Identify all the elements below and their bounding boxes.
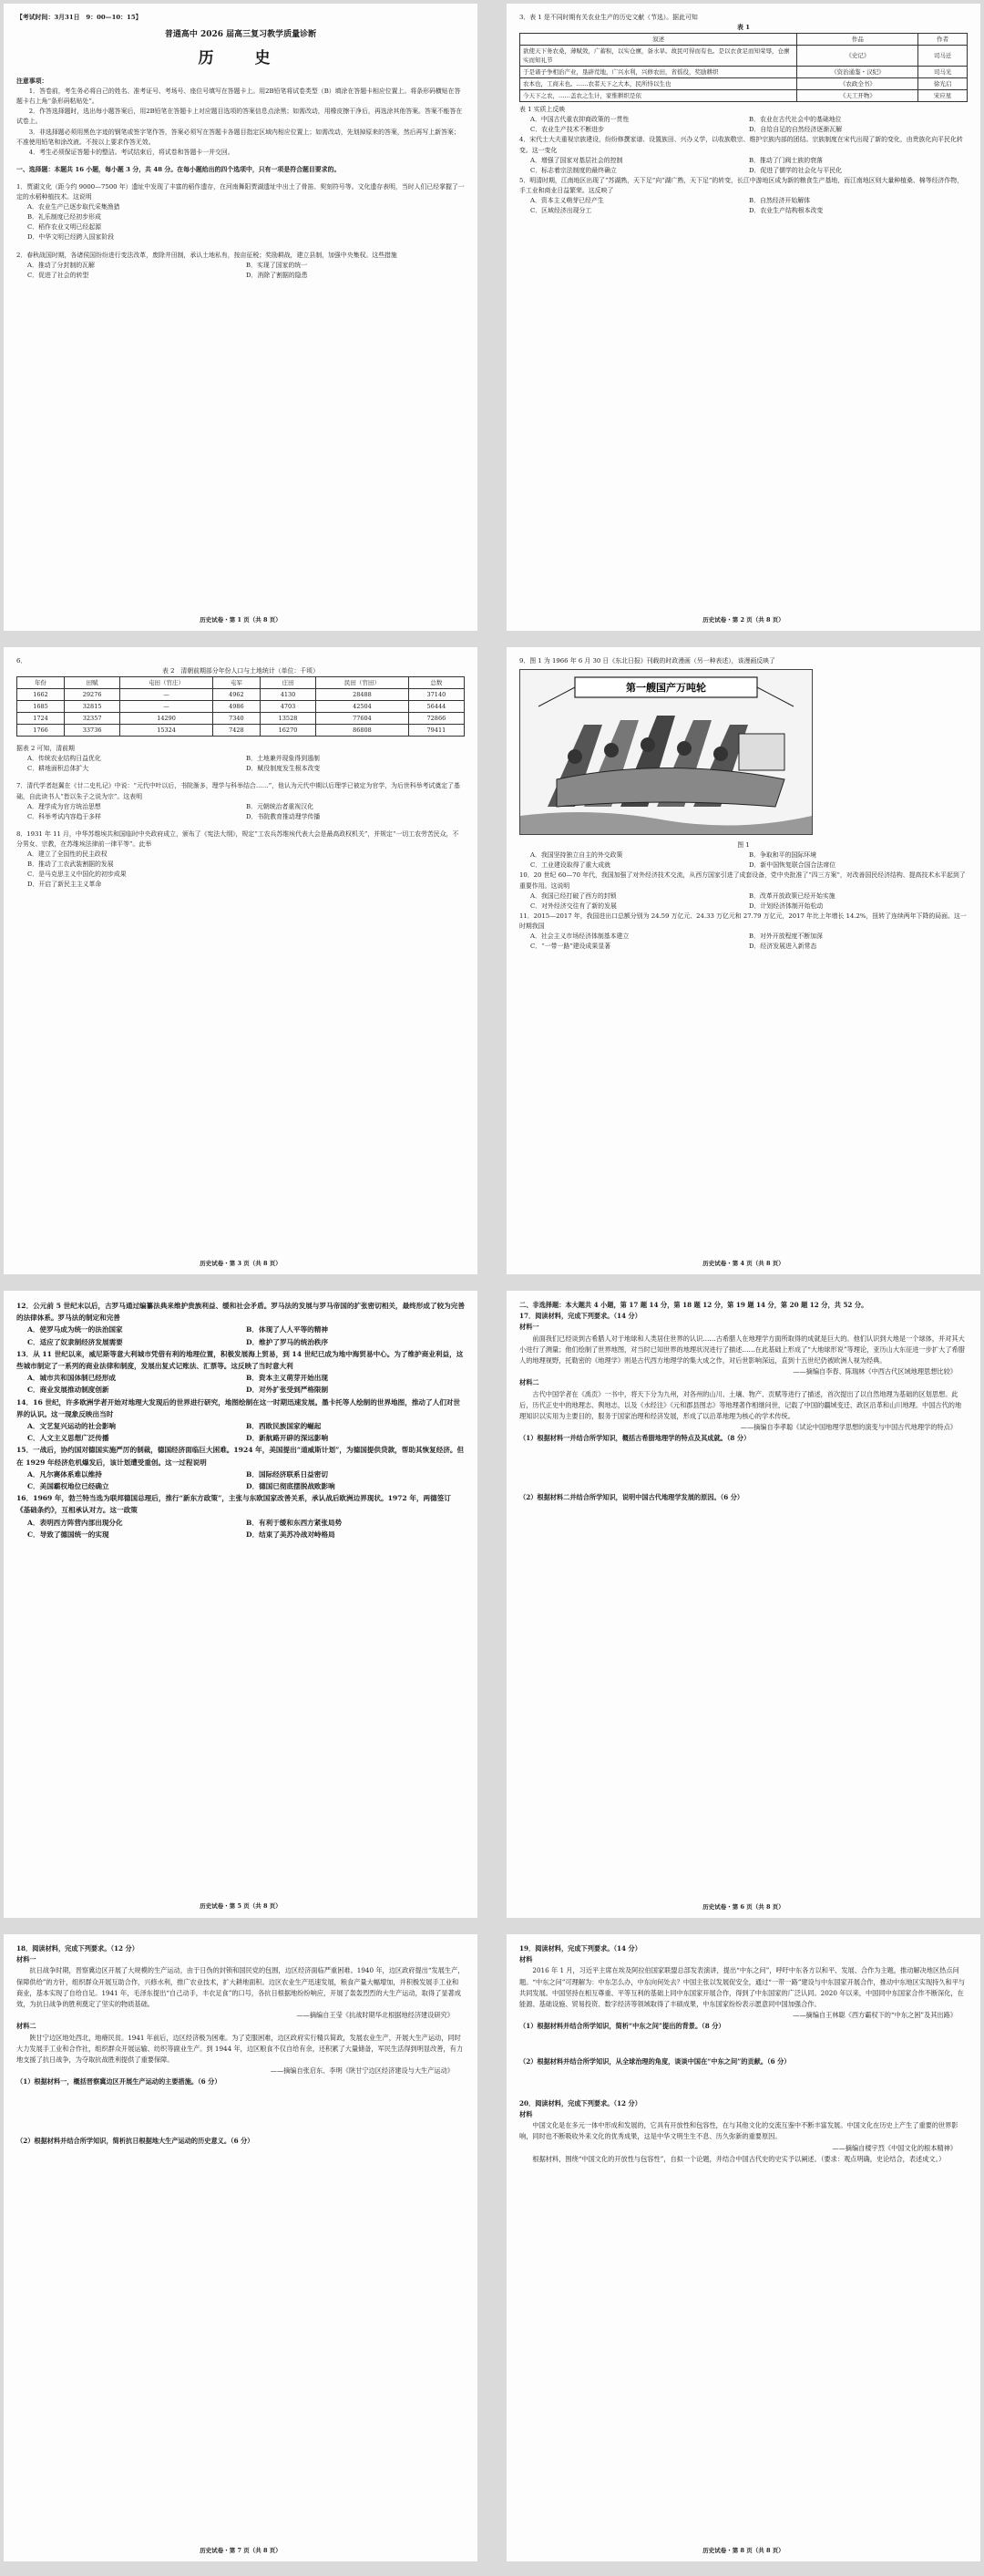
- option: C．人文主义思想广泛传播: [27, 1434, 109, 1443]
- table-cell: 28488: [316, 689, 409, 701]
- option: D．新中国恢复联合国合法席位: [749, 861, 836, 870]
- table-cell: 77604: [316, 713, 409, 725]
- note-item: 4．考生必须保证答题卡的整洁。考试结束后，将试卷和答题卡一并交回。: [28, 148, 234, 156]
- sub-question: （1）根据材料并结合所学知识，简析“中东之问”提出的背景。（8 分）: [519, 2022, 725, 2031]
- material-source: ——摘编自李孝聪《试论中国地理学思想的演变与中国古代地理学的特点》: [740, 1423, 957, 1432]
- table-header: 叙述: [520, 34, 797, 46]
- subject-title: 历 史: [198, 49, 283, 68]
- material-text: 前面我们已经谈到古希腊人对于地球和人类居住世界的认识……古希腊人在地理学方面所取得的成就是巨大的。他们认识到大地是一个球体，并对其大小进行了测量；他们绘制了世界地图，对当时已知世界的地理状况进行了描述……在此基础上形成了“大地球形说”等理论，亚历山大东征进一步扩大了希腊人的地理视野，托勒密的《地理学》则是古代西方地理学的集大成之作，对后世影响深远，直到十五世纪仍被欧洲人视为经典。: [519, 1334, 965, 1365]
- sub-question: （2）根据材料二并结合所学知识，说明中国古代地理学发展的原因。（6 分）: [519, 1492, 744, 1501]
- table-cell: 4986: [212, 701, 260, 713]
- option: B．农业在古代社会中的基础地位: [749, 116, 842, 124]
- table-cell: 于是诸子争相治产业，垦辟荒地，广兴水利，兴修农田，省徭役，奖励耕织: [520, 67, 797, 78]
- note-item: 1．答卷前，考生务必将自己的姓名、准考证号、考场号、座位号填写在答题卡上。用2B铅笔将试卷类型（B）填涂在答题卡相应位置上。将条形码横贴在答题卡右上角“条形码粘贴处”。: [16, 88, 461, 106]
- table-cell: 今天下之农，……盖农之生计，家惟耕织是依: [520, 90, 797, 102]
- question-text: 据表 2 可知，清前期: [16, 745, 75, 753]
- option: D．书院教育推动理学传播: [246, 812, 321, 820]
- option: C．适应了奴隶制经济发展需要: [27, 1337, 123, 1346]
- option: D．维护了罗马的统治秩序: [246, 1337, 329, 1346]
- ship-launch-cartoon: [519, 669, 813, 835]
- option: C．是马克思主义中国化的初步成果: [27, 871, 127, 879]
- table-cell: 56444: [408, 701, 464, 713]
- page-footer: 历史试卷・第 1 页（共 8 页）: [200, 615, 282, 623]
- table-cell: 《史记》: [797, 46, 918, 67]
- material-source: ——摘编自张启东、李明《陕甘宁边区经济建设与大生产运动》: [270, 2066, 454, 2076]
- question-stem: 7．清代学者赵翼在《廿二史札记》中说：“元代中叶以后，书院渐多，理学与科举结合……”，他认为元代中期以后理学已被定为官学，为后世科举考试奠定了基础，自此读书人“皆以朱子之说为宗”。这表明: [16, 782, 460, 800]
- page-footer: 历史试卷・第 2 页（共 8 页）: [702, 615, 784, 623]
- option: B．改革开放政策已经开始实施: [749, 891, 835, 900]
- table-cell: 15324: [120, 725, 213, 737]
- table-cell: 《天工开物》: [797, 90, 918, 102]
- table-header: 田赋: [65, 677, 120, 689]
- material-text: 2016 年 1 月，习近平主席在埃及阿拉伯国家联盟总部发表演讲，提出“中东之问”，呼吁中东各方以和平、发展、合作为主题，推动解决地区热点问题。“中东之问”可理解为：中东怎么办，中东向何处去？中国主张以发展促安全，通过“一带一路”建设与中东国家开展合作，推动中东地区实现持久和平与共同发展。中国坚持在相互尊重、平等互利的基础上同中东国家开展合作，得到了中东国家的广泛认同。2020 年以来，中国同中东国家合作不断深化，在能源、基础设施、贸易投资、数字经济等领域取得了丰硕成果，中东国家纷纷表示愿意同中国加强合作。: [519, 1966, 966, 2009]
- section-heading: 二、非选择题：本大题共 4 小题，第 17 题 14 分，第 18 题 12 分，第 19 题 14 分，第 20 题 12 分，共 52 分。: [519, 1301, 868, 1309]
- option: A．文艺复兴运动的社会影响: [27, 1422, 117, 1431]
- question-stem: 19．阅读材料，完成下列要求。（14 分）: [519, 1944, 641, 1953]
- table-row: [17, 689, 465, 701]
- table-cell: 32357: [65, 713, 120, 725]
- option: A．社会主义市场经济体制基本建立: [530, 933, 630, 941]
- option: B．体现了人人平等的精神: [246, 1325, 328, 1334]
- question-stem: 1．贾湖文化（距今约 9000—7500 年）遗址中发现了丰富的稻作遗存，在河南舞阳贾湖遗址中出土了骨笛、契刻符号等。文化遗存表明，当时人们已经掌握了一定的水稻种植技术。这说明: [16, 182, 465, 201]
- question-stem: 9．图 1 为 1966 年 6 月 30 日《东北日报》刊载的时政漫画（另一种表述），该漫画反映了: [519, 657, 775, 665]
- exam-page-7: [4, 1934, 477, 2561]
- table-cell: 14290: [120, 713, 213, 725]
- question-stem: 8．1931 年 11 月，中华苏维埃共和国临时中央政府成立，颁布了《宪法大纲》，规定“工农兵苏维埃代表大会是最高政权机关”，并规定“一切工农劳苦民众，不分男女、宗教，在苏维埃法律前一律平等”。此举: [16, 829, 459, 848]
- material-label: 材料一: [16, 1955, 36, 1964]
- option: D．开启了新民主主义革命: [27, 881, 102, 889]
- question-stem: 20．阅读材料，完成下列要求。（12 分）: [519, 2098, 641, 2107]
- option: B．自然经济开始解体: [749, 197, 811, 205]
- table-cell: 1766: [17, 725, 65, 737]
- option: C．农业生产技术不断进步: [530, 126, 605, 134]
- exam-page-8: [507, 1934, 980, 2561]
- table-title: 表 1: [736, 24, 751, 32]
- material-text: 中国文化是在多元一体中形成和发展的，它具有开放性和包容性，在与其他文化的交流互鉴中不断丰富发展。中国文化在历史上产生了重要的世界影响，同时也不断吸收外来文化的优秀成果，这是中华文明生生不息、历久弥新的重要原因。: [519, 2121, 958, 2141]
- table-cell: 徐光启: [918, 78, 968, 90]
- option: C．工业建设取得了重大成就: [530, 861, 610, 870]
- table-cell: 1662: [17, 689, 65, 701]
- option: C．商业发展推动制度创新: [27, 1386, 109, 1395]
- option: A．建立了全国性的民主政权: [27, 850, 108, 859]
- option: D．农业生产结构根本改变: [749, 207, 824, 215]
- table-cell: 《农政全书》: [797, 78, 918, 90]
- table-cell: 4130: [260, 689, 315, 701]
- exam-page-1: [4, 4, 477, 631]
- option: A．推动了分封制的瓦解: [27, 261, 95, 269]
- option: B．推动了门阀士族的衰落: [749, 156, 823, 164]
- option: D．促进了儒学的社会化与平民化: [749, 166, 842, 174]
- question-text: 表 1 实质上反映: [519, 106, 566, 114]
- option: C．对外经济交往有了新的发展: [530, 902, 617, 910]
- option: D．中华文明已经跨入国家阶段: [27, 233, 115, 242]
- sub-question: （1）根据材料一，概括晋察冀边区开展生产运动的主要措施。（6 分）: [16, 2077, 221, 2087]
- option: B．争取和平的国际环境: [749, 851, 816, 860]
- table-cell: 7428: [212, 725, 260, 737]
- question-stem: 15．一战后，协约国对德国实施严厉的制裁，德国经济面临巨大困难。1924 年，美国提出“道威斯计划”，为德国提供贷款，帮助其恢复经济。但在 1929 年经济危机爆发后，该计划遭受重创。这一过程说明: [16, 1446, 465, 1467]
- table-header: 作者: [918, 34, 968, 46]
- option: A．表明西方阵营内部出现分化: [27, 1518, 123, 1527]
- page-footer: 历史试卷・第 6 页（共 8 页）: [702, 1902, 784, 1911]
- page-footer: 历史试卷・第 7 页（共 8 页）: [200, 2546, 282, 2554]
- section-heading: 一、选择题：本题共 16 小题，每小题 3 分，共 48 分。在每小题给出的四个选项中，只有一项是符合题目要求的。: [16, 165, 341, 173]
- exam-page-2: [507, 4, 980, 631]
- table-row: [17, 701, 465, 713]
- option: D．计划经济体制开始松动: [749, 902, 824, 910]
- option: D．经济发展进入新常态: [749, 943, 817, 951]
- table-row: [17, 725, 465, 737]
- material-text: 古代中国学者在《禹贡》一书中，将天下分为九州，对各州的山川、土壤、物产、贡赋等进行了描述，首次提出了以自然地理为基础的区划思想。此后，历代正史中的地理志、舆地志，以及《水经注》《元和郡县图志》等地理著作相继问世，记载了中国的疆域变迁、政区沿革和山川地理。中国古代的地理知识以实用为主要目的，服务于国家治理和经济发展，形成了以沿革地理为核心的学术传统。: [519, 1389, 962, 1421]
- table-cell: 79411: [408, 725, 464, 737]
- material-text: 陕甘宁边区地处西北，地瘠民贫。1941 年前后，边区经济极为困难。为了克服困难，边区政府实行精兵简政，发展农业生产，开展大生产运动，同时大力发展手工业和合作社，组织群众开展运输、纺织等副业生产。到 1944 年，边区粮食不仅自给有余，还积累了大量储备，军民生活得到明显改善，有力地支援了抗日战争，为夺取抗战胜利提供了重要保障。: [16, 2033, 464, 2065]
- option: A．增强了国家对基层社会的控制: [530, 156, 623, 164]
- cartoon-banner-text: 第一艘国产万吨轮: [626, 682, 706, 695]
- figure-caption: 图 1: [737, 841, 750, 850]
- table-header: 庄田: [260, 677, 315, 689]
- table-2: [16, 676, 465, 737]
- table-cell: 33736: [65, 725, 120, 737]
- table-header: 民田（官田）: [316, 677, 409, 689]
- table-cell: 司马迁: [918, 46, 968, 67]
- notes-heading: 注意事项：: [16, 77, 48, 86]
- table-cell: 欲使天下务农桑，薄赋敛，广蓄积，以实仓廪，备水旱。故民可得而有也。是以衣食足而知荣辱，仓廪实而知礼节: [520, 46, 797, 67]
- option: C．“一带一路”建设成果显著: [530, 943, 611, 951]
- question-stem: 4．宋代士大夫重视宗族建设，纷纷修撰家谱、设置族田、兴办义学，以收族敬宗、维护宗族内部的团结。宗族制度在宋代出现了新的变化，由贵族化向平民化转变。这一变化: [519, 136, 963, 154]
- option: A．农业生产已逐步取代采集渔猎: [27, 203, 120, 211]
- table-row: [520, 46, 968, 67]
- exam-time: 【考试时间：3月31日 9：00—10：15】: [16, 14, 142, 21]
- table-header: 总数: [408, 677, 464, 689]
- option: C．标志着宗法制度的最终确立: [530, 166, 617, 174]
- option: D．德国已彻底摆脱战败影响: [246, 1482, 335, 1491]
- table-header: 年份: [17, 677, 65, 689]
- option: A．使罗马成为统一的法治国家: [27, 1325, 123, 1334]
- table-cell: 1685: [17, 701, 65, 713]
- option: C．导致了德国统一的实现: [27, 1530, 109, 1539]
- table-cell: 4703: [260, 701, 315, 713]
- note-item: 3．非选择题必须用黑色字迹的钢笔或签字笔作答，答案必须写在答题卡各题目指定区域内相应位置上；如需改动，先划掉原来的答案，然后再写上新答案；不准使用铅笔和涂改液。不按以上要求作答无效。: [16, 128, 460, 146]
- option: A．理学成为官方统治思想: [27, 802, 101, 810]
- option: C．科举考试内容趋于多样: [27, 812, 102, 820]
- material-label: 材料二: [519, 1378, 539, 1387]
- option: D．对外扩张受到严格限制: [246, 1386, 329, 1395]
- question-stem: 2．春秋战国时期，各诸侯国纷纷进行变法改革，废除井田制，承认土地私有，按亩征税；奖励耕战，建立县制，加强中央集权。这些措施: [16, 251, 397, 259]
- table-1: [519, 33, 968, 102]
- question-stem: 3．表 1 是不同时期有关农业生产的历史文献（节选）。据此可知: [519, 14, 698, 21]
- sub-question: （2）根据材料并结合所学知识，简析抗日根据地大生产运动的历史意义。（6 分）: [16, 2136, 254, 2145]
- table-header: 作品: [797, 34, 918, 46]
- material-source: ——摘编自李春、陈瑞林《中西古代区域地理思想比较》: [793, 1367, 957, 1376]
- table-cell: 宋应星: [918, 90, 968, 102]
- table-cell: 72866: [408, 713, 464, 725]
- option: B．有利于缓和东西方紧张局势: [246, 1518, 343, 1527]
- material-label: 材料: [519, 2110, 533, 2119]
- option: A．我国已经打破了西方的封锁: [530, 891, 617, 900]
- option: A．城市共和国体制已经形成: [27, 1374, 117, 1383]
- exam-page-5: [4, 1291, 477, 1918]
- table-cell: 29276: [65, 689, 120, 701]
- page-footer: 历史试卷・第 8 页（共 8 页）: [702, 2546, 784, 2554]
- option: C．美国霸权地位已经确立: [27, 1482, 109, 1491]
- question-stem: 5．明清时期，江南地区出现了“苏湖熟，天下足”向“湖广熟，天下足”的转变，长江中游地区成为新的粮食生产基地，而江南地区则大量种植桑、棉等经济作物，手工业和商业日益繁荣。这反映了: [519, 176, 964, 194]
- table-cell: 86808: [316, 725, 409, 737]
- option: B．元朝统治者重视汉化: [246, 802, 313, 810]
- table-row: [520, 67, 968, 78]
- question-stem: 13．从 11 世纪以来，威尼斯等意大利城市凭借有利的地理位置，积极发展海上贸易，到 14 世纪已成为地中海贸易中心。为了维护商业利益，这些城市制定了一系列的商业法律和制度，发展出复式记账法、汇票等。这反映了当时意大利: [16, 1349, 464, 1371]
- option: B．西欧民族国家的崛起: [246, 1422, 322, 1431]
- option: B．国际经济联系日益密切: [246, 1469, 328, 1479]
- page-footer: 历史试卷・第 3 页（共 8 页）: [200, 1259, 282, 1267]
- option: D．赋役制度发生根本改变: [246, 765, 321, 773]
- material-source: ——摘编自王莹《抗战时期华北根据地经济建设研究》: [296, 2011, 454, 2020]
- table-cell: 司马光: [918, 67, 968, 78]
- option: D．结束了美苏冷战对峙格局: [246, 1530, 335, 1539]
- option: B．土地兼并现象得到遏制: [246, 755, 320, 763]
- table-cell: 7340: [212, 713, 260, 725]
- note-item: 2．作答选择题时，选出每小题答案后，用2B铅笔在答题卡上对应题目选项的答案信息点涂黑；如需改动，用橡皮擦干净后，再选涂其他答案。答案不能答在试卷上。: [16, 108, 463, 126]
- exam-page-3: [4, 647, 477, 1274]
- question-stem: 16．1969 年，勃兰特当选为联邦德国总理后，推行“新东方政策”，主张与东欧国家改善关系，承认战后欧洲边界现状。1972 年，两德签订《基础条约》，互相承认对方。这一政策: [16, 1494, 451, 1515]
- material-text: 抗日战争时期，晋察冀边区开展了大规模的生产运动，由于日伪的封锁和国民党的包围，边区经济面临严重困难。1940 年，边区政府提出“发展生产，保障供给”的方针，组织群众开展互助合作，兴修水利，推广农业技术，扩大耕地面积。边区农业生产迅速发展，粮食产量大幅增加，并积极发展手工业和商业，基本实现了自给自足。1941 年，毛泽东提出“自己动手，丰衣足食”的口号，各抗日根据地纷纷响应，开展了轰轰烈烈的大生产运动，取得了显著成效，为抗日战争的胜利奠定了坚实的物质基础。: [16, 1966, 465, 2009]
- table-cell: 1724: [17, 713, 65, 725]
- option: B．资本主义萌芽开始出现: [246, 1374, 328, 1383]
- option: B．对外开放程度不断加深: [749, 933, 823, 941]
- option: C．促进了社会的转型: [27, 271, 89, 279]
- material-label: 材料二: [16, 2022, 36, 2031]
- option: A．凡尔赛体系难以维持: [27, 1469, 102, 1479]
- table-cell: —: [120, 689, 213, 701]
- table-header: 屯军: [212, 677, 260, 689]
- option: A．中国古代重农抑商政策的一贯性: [530, 116, 630, 124]
- material-source: ——摘编自王林聪《西方霸权下的“中东之困”及其出路》: [793, 2011, 957, 2020]
- table-title: 表 2 清朝前期部分年份人口与土地统计（单位：千顷）: [162, 667, 319, 675]
- option: D．自给自足的自然经济逐渐瓦解: [749, 126, 842, 134]
- table-cell: 13528: [260, 713, 315, 725]
- table-cell: 16270: [260, 725, 315, 737]
- question-stem: 10．20 世纪 60—70 年代，我国加强了对外经济技术交流，从西方国家引进了成套设备，党中央批准了“四三方案”，对改善国民经济结构、提高技术水平起到了重要作用。这说明: [519, 871, 966, 890]
- exam-page-4: [507, 647, 980, 1274]
- page-footer: 历史试卷・第 4 页（共 8 页）: [702, 1259, 784, 1267]
- material-label: 材料: [519, 1955, 533, 1964]
- question-stem: 18．阅读材料，完成下列要求。（12 分）: [16, 1944, 138, 1953]
- question-stem: 17．阅读材料，完成下列要求。（14 分）: [519, 1312, 641, 1321]
- option: B．礼乐制度已经初步形成: [27, 213, 101, 222]
- option: C．耕地面积总体扩大: [27, 765, 89, 773]
- table-header: 屯田（官庄）: [120, 677, 213, 689]
- option: A．资本主义萌芽已经产生: [530, 197, 604, 205]
- sub-question: （2）根据材料并结合所学知识，从全球治理的角度，谈谈中国在“中东之问”的贡献。（6 分）: [519, 2056, 791, 2066]
- option: C．区域经济出现分工: [530, 207, 592, 215]
- table-cell: —: [120, 701, 213, 713]
- material-source: ——摘编自楼宇烈《中国文化的根本精神》: [832, 2143, 957, 2152]
- exam-page-6: [507, 1291, 980, 1918]
- option: A．我国坚持独立自主的外交政策: [530, 851, 623, 860]
- option: B．实现了国家的统一: [246, 261, 308, 269]
- exam-title: 普通高中 2026 届高三复习教学质量诊断: [164, 30, 317, 40]
- option: C．稻作农业文明已经起源: [27, 223, 102, 232]
- table-row: [520, 78, 968, 90]
- table-cell: 农本也，工商末也。……农者天下之大本，民所恃以生也: [520, 78, 797, 90]
- table-cell: 42504: [316, 701, 409, 713]
- table-cell: 4962: [212, 689, 260, 701]
- sub-question: （1）根据材料一并结合所学知识，概括古希腊地理学的特点及其成就。（8 分）: [519, 1434, 751, 1443]
- table-cell: 32815: [65, 701, 120, 713]
- option: B．推动了工农武装割据的发展: [27, 860, 114, 869]
- page-footer: 历史试卷・第 5 页（共 8 页）: [200, 1901, 282, 1910]
- option: D．消除了割据的隐患: [246, 271, 308, 279]
- question-text: 根据材料，围绕“中国文化的开放性与包容性”，自拟一个论题，并结合中国古代史的史实予以阐述。（要求：观点明确，史论结合，表述成文。）: [532, 2154, 946, 2163]
- material-label: 材料一: [519, 1323, 539, 1332]
- question-number: 6．: [16, 657, 27, 665]
- question-stem: 14．16 世纪，许多欧洲学者开始对地理大发现后的世界进行研究，地图绘制在这一时期迅速发展。墨卡托等人绘制的世界地图，推动了人们对世界的认识。这一现象反映出当时: [16, 1397, 460, 1418]
- option: A．传统农业结构日益优化: [27, 755, 101, 763]
- option: D．新航路开辟的深远影响: [246, 1434, 329, 1443]
- table-row: [17, 713, 465, 725]
- table-row: [520, 90, 968, 102]
- question-stem: 11．2015—2017 年，我国进出口总额分别为 24.59 万亿元、24.33 万亿元和 27.79 万亿元，2017 年比上年增长 14.2%，扭转了连续两年下降的局面。这一时期我国: [519, 912, 967, 930]
- question-stem: 12．公元前 5 世纪末以后，古罗马通过编纂法典来维护贵族利益、缓和社会矛盾。罗马法的发展与罗马帝国的扩张密切相关，最终形成了较为完善的法律体系。罗马法的制定和完善: [16, 1302, 465, 1323]
- table-cell: 《资治通鉴・汉纪》: [797, 67, 918, 78]
- table-cell: 37140: [408, 689, 464, 701]
